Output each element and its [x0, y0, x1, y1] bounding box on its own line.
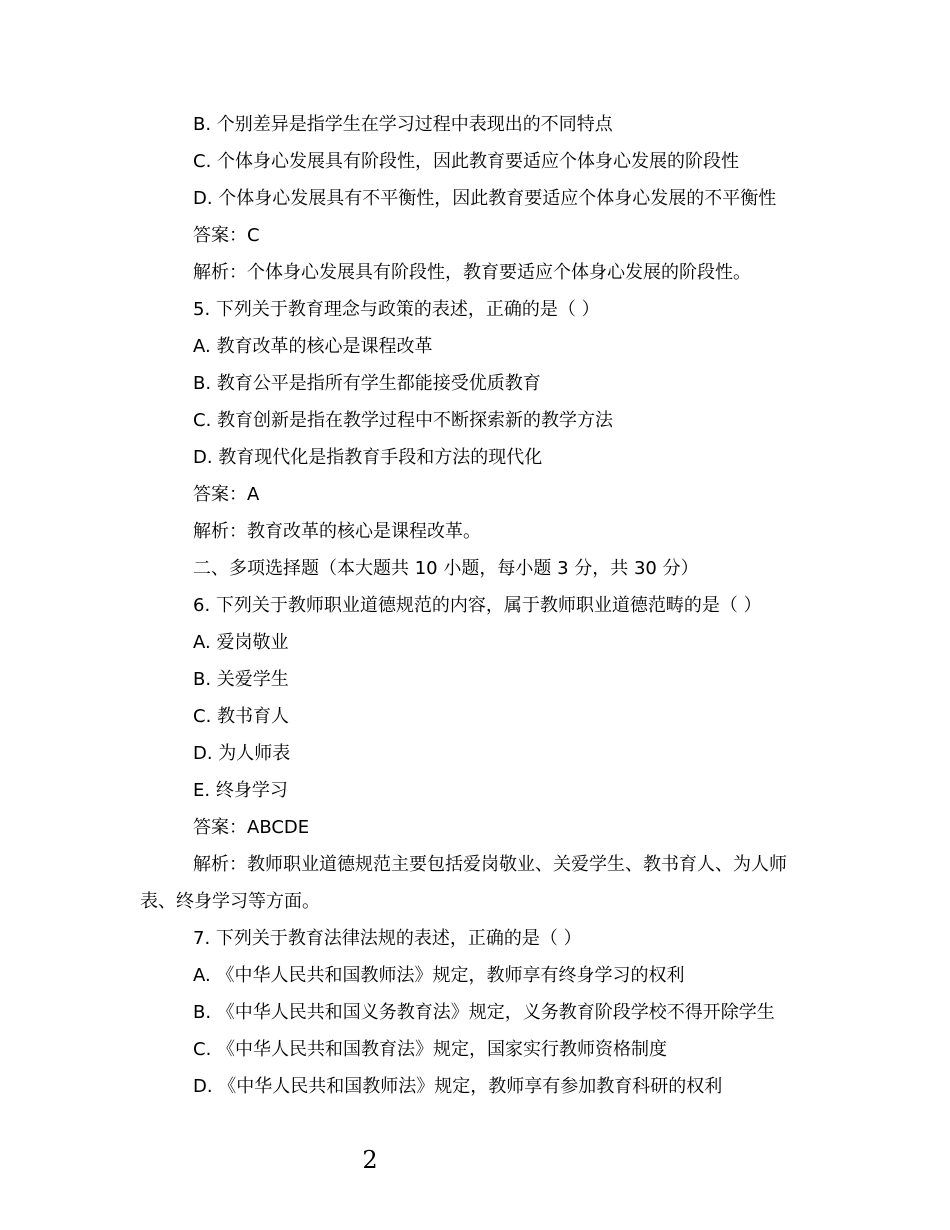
- explanation-q4: 解析：个体身心发展具有阶段性，教育要适应个体身心发展的阶段性。: [193, 262, 751, 283]
- option-c-q6: C. 教书育人: [193, 706, 290, 727]
- option-b-q7: B. 《中华人民共和国义务教育法》规定，义务教育阶段学校不得开除学生: [193, 1002, 775, 1023]
- explanation-q6: 解析：教师职业道德规范主要包括爱岗敬业、关爱学生、教书育人、为人师表、终身学习等方面。: [140, 854, 787, 912]
- option-d-q4: D. 个体身心发展具有不平衡性，因此教育要适应个体身心发展的不平衡性: [193, 188, 777, 209]
- option-a-q5: A. 教育改革的核心是课程改革: [193, 336, 433, 357]
- option-c-q4: C. 个体身心发展具有阶段性，因此教育要适应个体身心发展的阶段性: [193, 151, 740, 172]
- option-b-q4: B. 个别差异是指学生在学习过程中表现出的不同特点: [193, 114, 613, 135]
- answer-q6: 答案：ABCDE: [193, 817, 310, 838]
- page-content: [140, 106, 820, 1105]
- answer-q4: 答案：C: [193, 225, 260, 246]
- option-a-q7: A. 《中华人民共和国教师法》规定，教师享有终身学习的权利: [193, 965, 685, 986]
- option-c-q7: C. 《中华人民共和国教育法》规定，国家实行教师资格制度: [193, 1039, 668, 1060]
- option-d-q5: D. 教育现代化是指教育手段和方法的现代化: [193, 447, 543, 468]
- option-e-q6: E. 终身学习: [193, 780, 288, 801]
- question-7: 7. 下列关于教育法律法规的表述，正确的是（ ）: [193, 928, 582, 949]
- option-c-q5: C. 教育创新是指在教学过程中不断探索新的教学方法: [193, 410, 614, 431]
- page-number: 2: [362, 1146, 378, 1174]
- option-a-q6: A. 爱岗敬业: [193, 632, 289, 653]
- option-b-q6: B. 关爱学生: [193, 669, 289, 690]
- question-6: 6. 下列关于教师职业道德规范的内容，属于教师职业道德范畴的是（ ）: [193, 595, 762, 616]
- option-d-q7: D. 《中华人民共和国教师法》规定，教师享有参加教育科研的权利: [193, 1076, 723, 1097]
- question-5: 5. 下列关于教育理念与政策的表述，正确的是（ ）: [193, 299, 600, 320]
- explanation-q5: 解析：教育改革的核心是课程改革。: [193, 521, 481, 542]
- answer-q5: 答案：A: [193, 484, 260, 505]
- option-d-q6: D. 为人师表: [193, 743, 291, 764]
- section-heading-multiple-choice: 二、多项选择题（本大题共 10 小题，每小题 3 分，共 30 分）: [193, 558, 699, 579]
- option-b-q5: B. 教育公平是指所有学生都能接受优质教育: [193, 373, 541, 394]
